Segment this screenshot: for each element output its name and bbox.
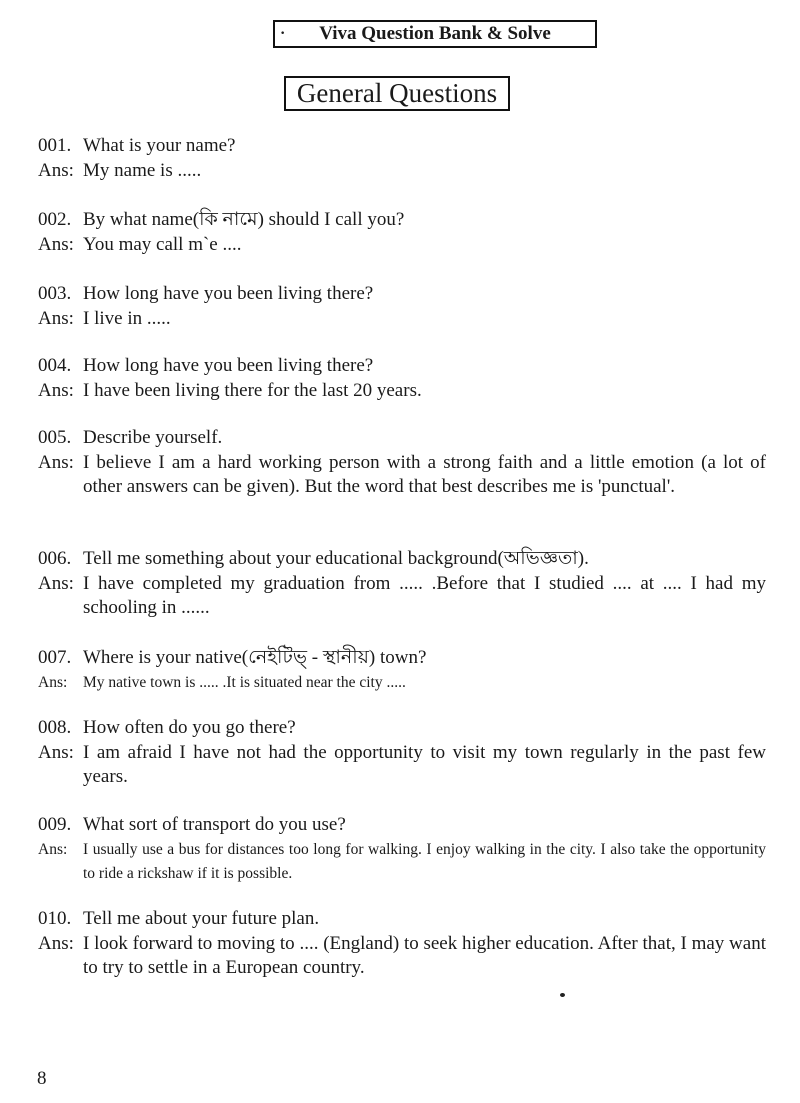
qa-item-006 (38, 547, 766, 621)
question-text: How often do you go there? (83, 717, 296, 738)
answer-label: Ans: (38, 932, 74, 954)
answer-row (38, 159, 766, 184)
qa-item-001 (38, 134, 766, 183)
question-number: 002. (38, 209, 72, 230)
question-number: 007. (38, 647, 72, 668)
question-text: Where is your native(নেইটিভ্ - স্থানীয়) town? (83, 647, 427, 668)
question-number: 008. (38, 717, 72, 738)
qa-item-003 (38, 282, 766, 331)
question-text: What is your name? (83, 135, 236, 156)
qa-item-004 (38, 354, 766, 403)
question-row (38, 646, 766, 671)
qa-item-010 (38, 907, 766, 981)
answer-label: Ans: (38, 307, 74, 329)
question-text: What sort of transport do you use? (83, 814, 346, 835)
question-text: How long have you been living there? (83, 283, 374, 304)
qa-item-007 (38, 646, 766, 695)
answer-text: My name is ..... (83, 159, 202, 181)
question-text: By what name(কি নামে) should I call you? (83, 209, 405, 230)
header-box (273, 20, 597, 48)
header-title: Viva Question Bank & Solve (319, 23, 551, 44)
question-row (38, 547, 766, 572)
question-row (38, 354, 766, 379)
question-number: 010. (38, 908, 72, 929)
question-row (38, 208, 766, 233)
answer-text: I live in ..... (83, 307, 171, 329)
qa-item-002 (38, 208, 766, 257)
answer-row (38, 741, 766, 790)
header-bullet: · (280, 25, 286, 42)
answer-label: Ans: (38, 741, 74, 763)
answer-row (38, 838, 766, 887)
question-number: 001. (38, 135, 72, 156)
answer-row (38, 379, 766, 404)
ink-speck (560, 993, 565, 997)
qa-item-009 (38, 813, 766, 887)
answer-text: I have completed my graduation from ..... .Before that I studied .... at .... I had my schooling in ...... (83, 572, 766, 618)
answer-label: Ans: (38, 451, 74, 473)
qa-item-005 (38, 426, 766, 500)
question-row (38, 716, 766, 741)
answer-label: Ans: (38, 840, 68, 858)
question-text: Tell me about your future plan. (83, 908, 320, 929)
answer-label: Ans: (38, 572, 74, 594)
answer-text: My native town is ..... .It is situated near the city ..... (83, 673, 406, 691)
answer-text: You may call m`e .... (83, 233, 242, 255)
answer-text: I look forward to moving to .... (England) to seek higher education. After that, I may want to try to settle in a European country. (83, 932, 766, 978)
answer-row (38, 572, 766, 621)
question-text: Tell me something about your educational background(অভিজ্ঞতা). (83, 548, 589, 569)
answer-row (38, 671, 766, 696)
answer-row (38, 233, 766, 258)
question-text: How long have you been living there? (83, 355, 374, 376)
question-row (38, 426, 766, 451)
answer-row (38, 932, 766, 981)
answer-text: I have been living there for the last 20 years. (83, 379, 422, 401)
question-number: 005. (38, 427, 72, 448)
page-number: 8 (37, 1068, 47, 1089)
question-text: Describe yourself. (83, 427, 223, 448)
question-row (38, 134, 766, 159)
question-number: 009. (38, 814, 72, 835)
answer-label: Ans: (38, 233, 74, 255)
answer-label: Ans: (38, 379, 74, 401)
question-row (38, 813, 766, 838)
qa-item-008 (38, 716, 766, 790)
answer-text: I am afraid I have not had the opportunity to visit my town regularly in the past few years. (83, 741, 766, 787)
question-number: 003. (38, 283, 72, 304)
question-row (38, 907, 766, 932)
question-row (38, 282, 766, 307)
question-number: 004. (38, 355, 72, 376)
answer-row (38, 451, 766, 500)
question-number: 006. (38, 548, 72, 569)
answer-label: Ans: (38, 673, 68, 691)
answer-row (38, 307, 766, 332)
section-title: General Questions (284, 76, 510, 111)
answer-text: I believe I am a hard working person with a strong faith and a little emotion (a lot of other answers can be given). But the word that best describes me is 'punctual'. (83, 451, 766, 497)
answer-text: I usually use a bus for distances too long for walking. I enjoy walking in the city. I also take the opportunity to ride a rickshaw if it is possible. (83, 840, 766, 882)
answer-label: Ans: (38, 159, 74, 181)
